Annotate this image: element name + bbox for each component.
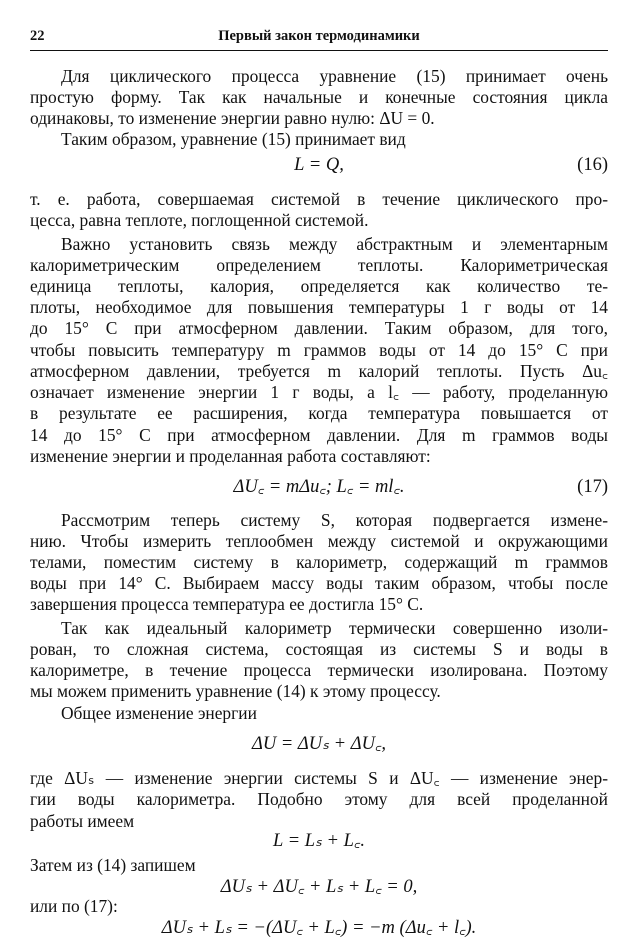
- equation-formula: ΔU = ΔUₛ + ΔU꜀,: [251, 734, 387, 755]
- equation-17: [30, 475, 608, 499]
- equation-number: (17): [577, 476, 608, 497]
- text-line: калориметрическим определением теплоты. Калориметрическая: [30, 254, 608, 275]
- text-line: т. е. работа, совершаемая системой в течение циклического про-: [30, 189, 608, 210]
- text-line: Так как идеальный калориметр термически совершенно изоли-: [61, 617, 608, 638]
- equation-formula: L = Lₛ + L꜀.: [273, 830, 365, 851]
- equation-total-energy: [30, 732, 608, 756]
- text-line: нию. Чтобы измерить теплообмен между системой и окружающими: [30, 530, 608, 551]
- text-line: изменение энергии и проделанная работа составляют:: [30, 445, 431, 466]
- text-line: единица теплоты, калория, определяется как количество те-: [30, 275, 608, 296]
- text-line: Для циклического процесса уравнение (15) принимает очень: [61, 65, 608, 86]
- equation-formula: L = Q,: [294, 155, 344, 176]
- text-line: Рассмотрим теперь систему S, которая подвергается измене-: [61, 509, 608, 530]
- text-line: до 15° C при атмосферном давлении. Таким образом, для того,: [30, 318, 608, 339]
- equation-total-work: [30, 829, 608, 853]
- page-number: 22: [30, 28, 45, 44]
- text-line: мы можем применить уравнение (14) к этому процессу.: [30, 681, 441, 702]
- text-line: или по (17):: [30, 895, 118, 916]
- text-line: калориметре, в течение процесса термически изолирована. Поэтому: [30, 660, 608, 681]
- equation-16: [30, 153, 608, 177]
- equation-formula: ΔUₛ + Lₛ = −(ΔU꜀ + L꜀) = −m (Δu꜀ + l꜀).: [161, 917, 477, 938]
- text-line: атмосферном давлении, требуется m калорий теплоты. Пусть Δu꜀: [30, 360, 608, 381]
- text-line: гии воды калориметра. Подобно этому для всей проделанной: [30, 789, 608, 810]
- text-line: одинаковы, то изменение энергии равно нулю: ΔU = 0.: [30, 108, 435, 129]
- text-line: Затем из (14) запишем: [30, 854, 196, 875]
- text-line: рован, то сложная система, состоящая из системы S и воды в: [30, 638, 608, 659]
- running-title: Первый закон термодинамики: [218, 28, 420, 44]
- text-line: 14 до 15° C при атмосферном давлении. Для m граммов воды: [30, 424, 608, 445]
- text-line: работы имеем: [30, 810, 135, 831]
- text-line: в результате ее расширения, когда температура повышается от: [30, 403, 608, 424]
- text-line: плоты, необходимое для повышения температуры 1 г воды от 14: [30, 297, 608, 318]
- equation-final: [30, 916, 608, 940]
- text-line: Таким образом, уравнение (15) принимает вид: [61, 129, 406, 150]
- equation-number: (16): [577, 155, 608, 176]
- text-line: завершения процесса температура ее достигла 15° C.: [30, 594, 424, 615]
- text-line: телами, поместим систему в калориметр, содержащий m граммов: [30, 551, 608, 572]
- text-line: чтобы повысить температуру m граммов воды от 14 до 15° C при: [30, 339, 608, 360]
- page-header: [30, 26, 608, 51]
- text-line: Важно установить связь между абстрактным и элементарным: [61, 233, 608, 254]
- equation-formula: ΔUₛ + ΔU꜀ + Lₛ + L꜀ = 0,: [220, 877, 418, 898]
- text-line: Общее изменение энергии: [61, 702, 257, 723]
- text-line: означает изменение энергии 1 г воды, а l꜀ — работу, проделанную: [30, 382, 608, 403]
- text-line: простую форму. Так как начальные и конечные состояния цикла: [30, 86, 608, 107]
- text-line: цесса, равна теплоте, поглощенной системой.: [30, 210, 369, 231]
- equation-formula: ΔU꜀ = mΔu꜀; L꜀ = ml꜀.: [233, 476, 405, 497]
- text-line: где ΔUₛ — изменение энергии системы S и ΔU꜀ — изменение энер-: [30, 768, 608, 789]
- text-line: воды при 14° C. Выбираем массу воды таким образом, чтобы после: [30, 573, 608, 594]
